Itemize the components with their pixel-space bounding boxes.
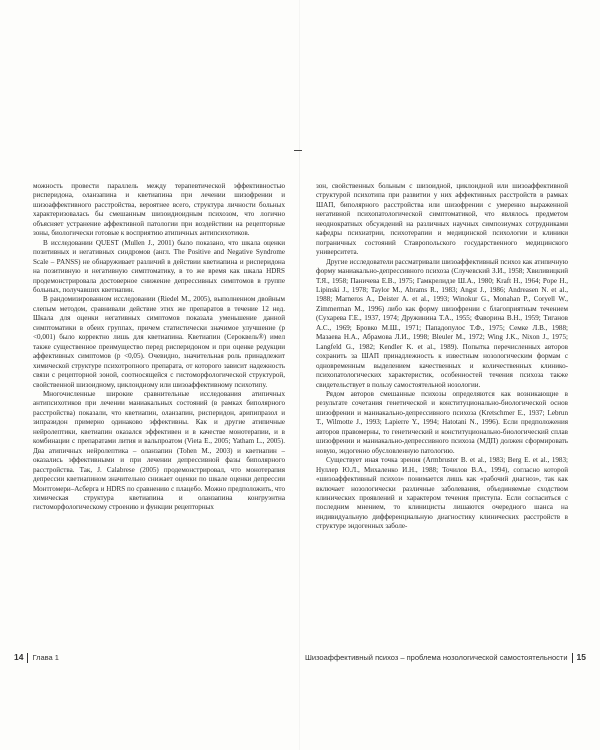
body-paragraph: можность провести параллель между терапевтической эффективностью рисперидона, оланзапина и кветиапина при лечении шизофрении и шизоаффективного расстройства, вероятнее всего, структура личности больных характеризовалась бы смешанным шизоидиоидным психозом, что логично объясняет устранение аффективной патологии при воздействии на рецепторные зоны, биологически готовые к восприятию атипичных антипсихотиков.: [33, 182, 285, 238]
footer-divider: [27, 653, 28, 663]
left-page-footer: [14, 650, 59, 664]
page-number: 15: [576, 652, 586, 662]
body-paragraph: Многочисленные широкие сравнительные исследования атипичных антипсихотиков при лечении маниакальных состояний (в рамках биполярного расстройства) показали, что кветиапин, оланзапин, рисперидон, арипипразол и зипразидон примерно одинаково эффективны. Как и другие атипичные нейролептики, кветиапин оказался эффективен и в качестве монотерапии, и в комбинации с препаратами лития и вальпроатом (Vieta E., 2005; Yatham L., 2005). Два атипичных нейролептика – оланзапин (Tohen M., 2003) и кветиапин – оказались эффективными и при лечении депрессивной фазы биполярного расстройства. Так, J. Calabrese (2005) продемонстрировал, что монотерапия депрессии кветиапином значительно снижает оценки по шкале оценки депрессии Монтгомери–Асберга и HDRS по сравнению с плацебо. Можно предположить, что химическая структура кветиапина и оланзапина конгруэнтна гистоморфологическому строению и функции рецепторных: [33, 389, 285, 512]
left-page-body: [33, 182, 285, 513]
right-page-footer: [305, 650, 586, 664]
body-paragraph: В исследовании QUEST (Mullen J., 2001) было показано, что шкала оценки позитивных и негативных синдромов (англ. The Positive and Negative Syndrome Scale – PANSS) не обнаруживает различий в действии кветиапина и рисперидона на позитивную и негативную симптоматику, в то же время как шкала HDRS продемонстрировала достоверное снижение депрессивных симптомов в группе больных, получавших кветиапин.: [33, 238, 285, 294]
body-paragraph: Существует иная точка зрения (Armbruster B. et al., 1983; Berg E. et al., 1983; Нуллер Ю.Л., Михаленко И.Н., 1988; Точилов В.А., 1994), согласно которой «шизоаффективный психоз» понимается лишь как «рабочий диагноз», так как включает нозологически различные заболевания, объединяемые сходством клинических проявлений и характером течения приступа. Если согласиться с последним мнением, то клиницисты лишаются очередного шанса на индивидуальную дифференциальную диагностику клинических расстройств в структуре эндогенных заболе-: [316, 456, 568, 531]
right-page-body: [316, 182, 568, 532]
running-head: Шизоаффективный психоз – проблема нозологической самостоятельности: [305, 653, 568, 662]
page-fold: [299, 0, 300, 750]
running-head: Глава 1: [32, 653, 59, 662]
page-number: 14: [14, 652, 24, 662]
body-paragraph: В рандомизированном исследовании (Riedel M., 2005), выполненном двойным слепым методом, сравнивали действие этих же препаратов в течение 12 нед. Шкала для оценки негативных симптомов показала уменьшение данной симптоматики в обеих группах, причем статистически значимое улучшение (p <0,001) было корректно лишь для кветиапина. Кветиапин (Сероквель®) имел также существенное преимущество перед рисперидоном и при оценке редукции аффективных симптомов (p <0,05). Очевидно, значительная роль принадлежит химической структуре психотропного препарата, от которого зависит надежность связи с рецепторной зоной, соотносящейся с гистоморфологической структурой, свойственной шизоидному, циклоидному или шизоаффективному психотипу.: [33, 295, 285, 389]
body-paragraph: Другие исследователи рассматривали шизоаффективный психоз как атипичную форму маниакально-депрессивного психоза (Случевский З.И., 1958; Хвиливицкий Т.Я., 1958; Паничева Е.В., 1975; Гамкрелидзе Ш.А., 1980; Kraft H., 1964; Pope H., Lipinski J., 1978; Taylor M., Abrams R., 1983; Angst J., 1986; Andreasen N. et al., 1988; Marneros A., Deister A. et al., 1993; Winokur G., Monahan P., Coryell W., Zimmerman M., 1996) либо как форму шизофрении с благоприятным течением (Сухарева Г.Е., 1937, 1974; Дружинина Т.А., 1955; Фаворина В.Н., 1959; Тиганов А.С., 1969; Бровко М.Ш., 1971; Пападопулос Т.Ф., 1975; Семке Л.В., 1988; Мазаева Н.А., Абрамова Л.И., 1998; Bleuler M., 1972; Wing J.K., Nixon J., 1975; Langfeld G., 1982; Kendler K. et al., 1989). Попытка перечисленных авторов сохранить за ШАП принадлежность к известным нозологическим формам с одновременным выделением качественных и количественных клинико-психопатологических характеристик, особенностей течения психоза также свидетельствует в пользу самостоятельной нозологии.: [316, 257, 568, 389]
body-paragraph: зон, свойственных больным с шизоидной, циклоидной или шизоаффективной структурой психотипа при развитии у них аффективных расстройств в рамках ШАП, биполярного расстройства или шизофрении с умеренно выраженной негативной психопатологической симптоматикой, что являлось предметом неоднократных обсуждений на различных научных симпозиумах сотрудниками кафедры психиатрии, психотерапии и медицинской психологии и клиники пограничных состояний Ставропольского государственного медицинского университета.: [316, 182, 568, 257]
body-paragraph: Рядом авторов смешанные психозы определяются как возникающие в результате сочетания генетической и конституционально-биологической основ шизофрении и маниакально-депрессивного психоза (Kretschmer E., 1937; Lebrun T., Wilmotte J., 1993; Lapierre Y., 1994; Hatotani N., 1996). Если предположения авторов правомерны, то генетический и конституционально-биологический сплав шизофрении и маниакально-депрессивного психоза (МДП) должен сформировать новую, эндогенно обусловленную патологию.: [316, 389, 568, 455]
footer-divider: [572, 653, 573, 663]
header-dash: [294, 150, 302, 151]
